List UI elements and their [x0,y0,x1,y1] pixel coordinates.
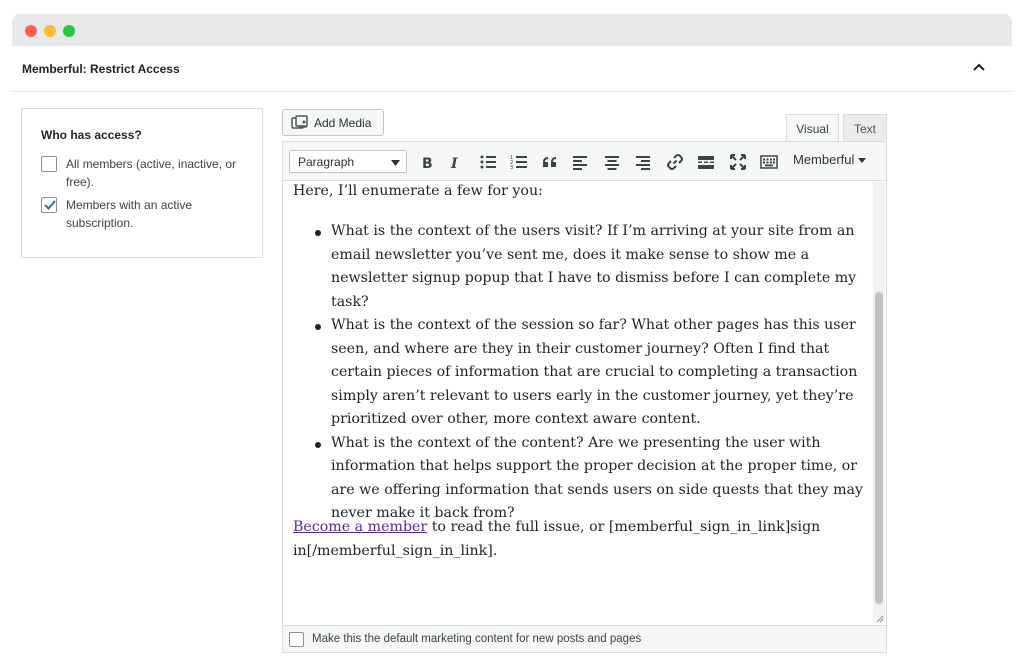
collapse-panel-button[interactable] [970,58,988,76]
intro-paragraph: Here, I’ll enumerate a few for you: [293,183,543,199]
all-members-label: All members (active, inactive, or free). [66,157,237,189]
bullet-list-icon [479,153,497,171]
editor-footer [282,626,887,653]
fullscreen-icon [729,153,747,171]
tab-text[interactable]: Text [843,114,887,142]
italic-button[interactable] [446,153,464,171]
svg-text:B: B [422,156,433,171]
add-media-button[interactable] [282,109,384,136]
resize-handle-icon[interactable] [874,613,884,623]
list-item: What is the context of the content? Are we presenting the user with information that helps support the proper decision at the proper time, or are we offering information that sends users on side quests that they may never make it back from? [313,432,868,526]
access-heading: Who has access? [41,128,142,142]
align-center-icon [603,153,621,171]
read-more-button[interactable] [697,153,715,171]
checkmark-icon [43,198,57,212]
restrict-access-panel-header [12,46,1012,92]
bold-icon [418,153,436,171]
svg-text:1: 1 [510,155,514,161]
panel-title: Memberful: Restrict Access [22,62,180,76]
browser-window [12,14,1012,669]
svg-text:I: I [451,156,458,171]
align-right-button[interactable] [634,153,652,171]
memberful-menu-button[interactable] [793,152,866,167]
blockquote-button[interactable] [541,153,559,171]
format-dropdown[interactable] [289,150,407,173]
chevron-down-icon [858,158,866,163]
format-value: Paragraph [298,155,355,169]
access-options-box [21,108,263,258]
svg-text:2: 2 [510,160,514,166]
read-more-icon [697,153,715,171]
numbered-list-icon [510,153,528,171]
svg-text:3: 3 [510,165,514,171]
add-media-label: Add Media [314,116,372,130]
all-members-checkbox[interactable] [41,156,57,172]
chevron-up-icon [970,58,988,76]
list-item: What is the context of the users visit? If I’m arriving at your site from an email newsletter you’ve sent me, does it make sense to show me a newsletter signup popup that I have to dismiss before I can complete my task? [313,220,868,314]
chevron-down-icon [391,160,400,166]
bullet-list [313,220,868,526]
align-right-icon [634,153,652,171]
maximize-window-button[interactable] [63,25,75,37]
align-left-icon [571,153,589,171]
italic-icon [446,153,464,171]
bold-button[interactable] [418,153,436,171]
quote-icon [541,153,559,171]
active-members-label: Members with an active subscription. [66,198,193,230]
editor-toolbar [283,142,886,181]
insert-link-button[interactable] [666,153,684,171]
editor-scrollbar[interactable] [873,182,885,622]
active-members-checkbox[interactable] [41,197,57,213]
default-marketing-label: Make this the default marketing content for new posts and pages [312,633,642,645]
toolbar-toggle-button[interactable] [760,153,778,171]
default-marketing-checkbox[interactable] [289,632,304,647]
list-item: What is the context of the session so far? What other pages has this user seen, and where are they in their customer journey? Often I find that certain pieces of information that are crucial to completing a transaction simply aren’t relevant to users early in the customer journey, yet they’re prioritized over other, more context aware content. [313,314,868,432]
align-left-button[interactable] [571,153,589,171]
align-center-button[interactable] [603,153,621,171]
link-icon [666,153,684,171]
memberful-menu-label: Memberful [793,152,855,167]
cta-paragraph [293,516,868,563]
keyboard-icon [760,153,778,171]
window-titlebar [12,14,1012,46]
fullscreen-button[interactable] [729,153,747,171]
become-member-link[interactable]: Become a member [293,519,428,535]
numbered-list-button[interactable] [510,153,528,171]
minimize-window-button[interactable] [44,25,56,37]
cta-text: to read the full issue, or [memberful_sign_in_link]sign in[/memberful_sign_in_link]. [293,519,821,559]
close-window-button[interactable] [25,25,37,37]
media-icon [291,115,309,136]
content-editor[interactable] [282,141,887,626]
scrollbar-thumb[interactable] [875,292,883,604]
bulleted-list-button[interactable] [479,153,497,171]
tab-visual[interactable]: Visual [786,114,839,142]
